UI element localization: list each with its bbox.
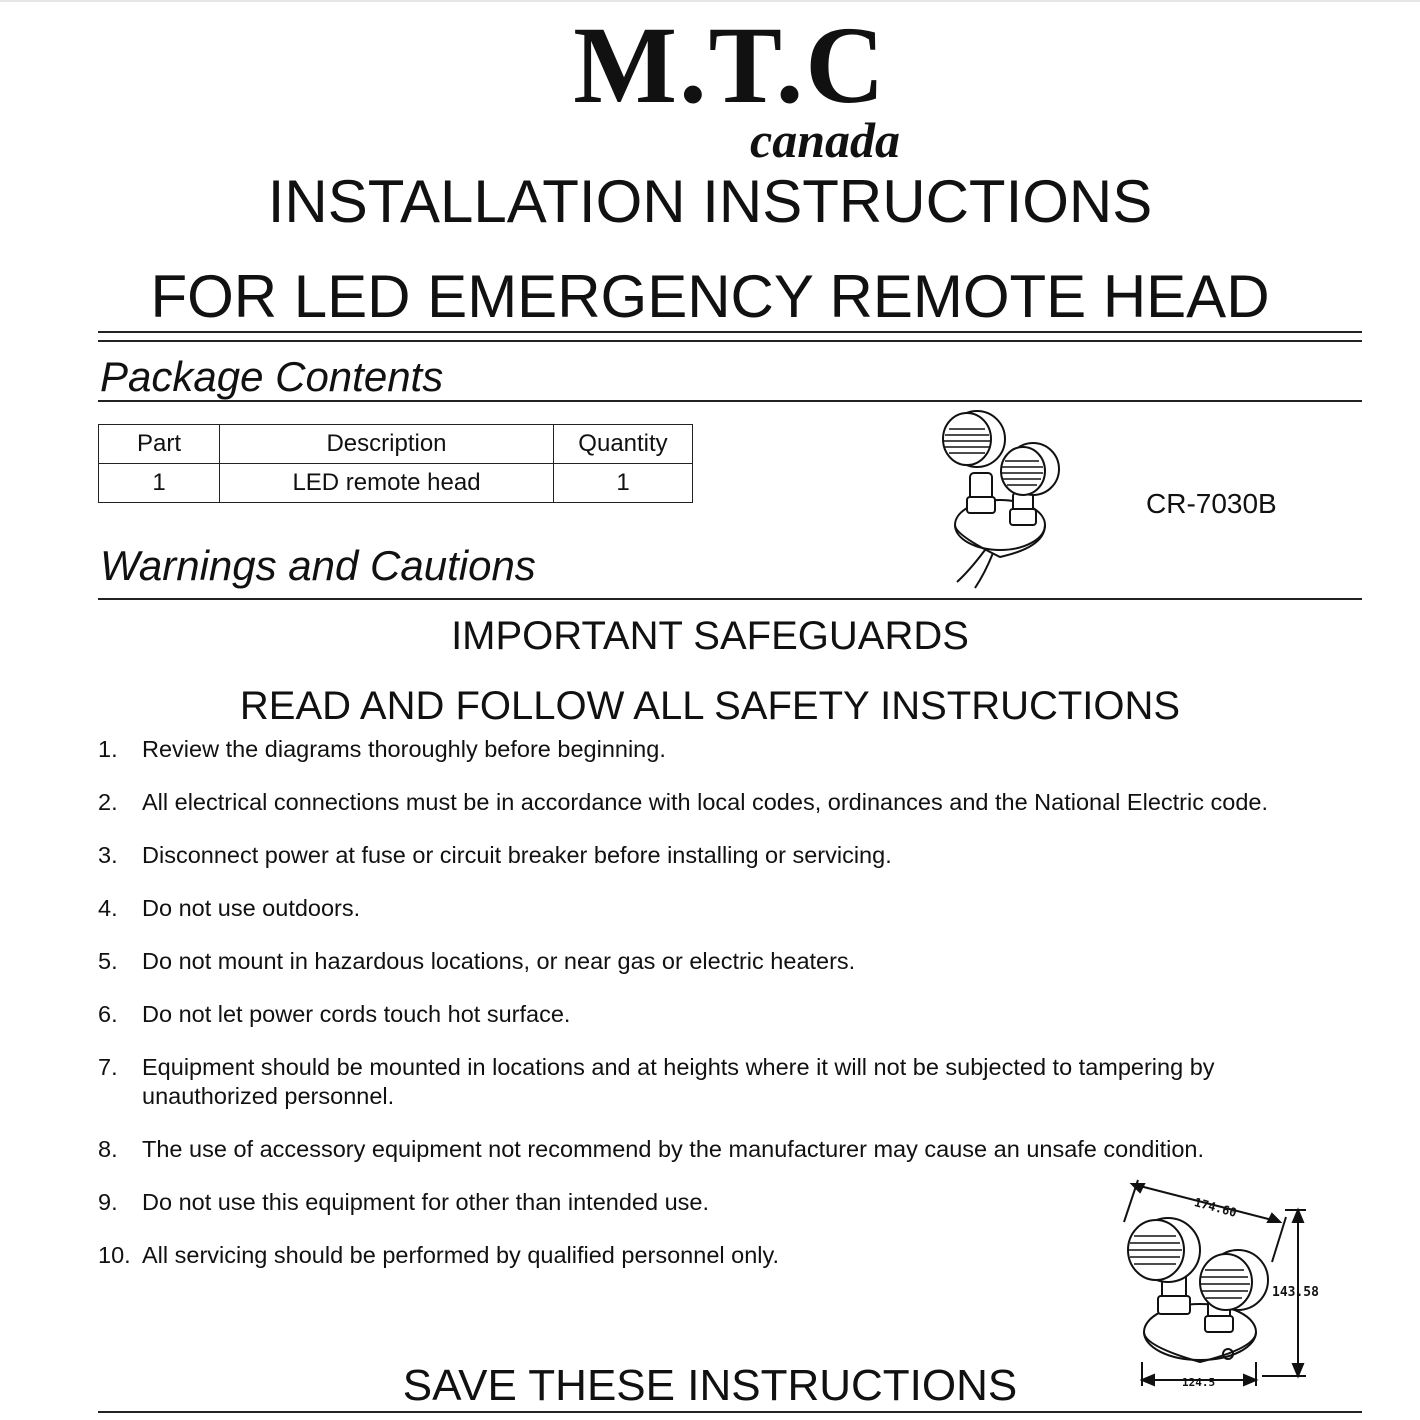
item-text: All servicing should be performed by qualified personnel only. <box>142 1242 780 1268</box>
item-number: 6. <box>98 1001 118 1027</box>
list-item <box>98 947 1348 976</box>
column-header-part: Part <box>99 425 220 464</box>
important-safeguards-heading: IMPORTANT SAFEGUARDS <box>451 614 969 658</box>
item-number: 2. <box>98 789 118 815</box>
item-text: Do not mount in hazardous locations, or near gas or electric heaters. <box>142 948 856 974</box>
footer-divider <box>98 1411 1362 1413</box>
read-follow-heading: READ AND FOLLOW ALL SAFETY INSTRUCTIONS <box>239 684 1181 728</box>
model-number: CR-7030B <box>1146 488 1277 519</box>
list-item <box>98 735 1348 764</box>
remote-head-illustration <box>925 405 1075 595</box>
document-title-line1: INSTALLATION INSTRUCTIONS <box>267 168 1153 235</box>
item-text: The use of accessory equipment not recommend by the manufacturer may cause an unsafe condition. <box>142 1136 1204 1162</box>
item-text: Equipment should be mounted in locations and at heights where it will not be subjected to tampering by unauthorized personnel. <box>142 1054 1215 1109</box>
item-text: Disconnect power at fuse or circuit breaker before installing or servicing. <box>142 842 892 868</box>
list-item <box>98 1135 1348 1164</box>
list-item <box>98 1000 1348 1029</box>
cell-description: LED remote head <box>220 464 554 503</box>
title-divider-bottom <box>98 340 1362 342</box>
item-number: 10. <box>98 1242 131 1268</box>
list-item <box>98 894 1348 923</box>
document-title-line2: FOR LED EMERGENCY REMOTE HEAD <box>150 263 1270 330</box>
item-text: Do not use outdoors. <box>142 895 361 921</box>
warnings-heading: Warnings and Cautions <box>100 542 536 589</box>
package-table <box>98 424 693 503</box>
table-header-row <box>99 425 693 464</box>
brand-subtitle: canada <box>750 112 900 168</box>
column-header-description: Description <box>220 425 554 464</box>
top-border <box>0 0 1420 2</box>
table-row <box>99 464 693 503</box>
column-header-quantity: Quantity <box>554 425 693 464</box>
cell-quantity: 1 <box>554 464 693 503</box>
item-number: 5. <box>98 948 118 974</box>
save-instructions-footer: SAVE THESE INSTRUCTIONS <box>402 1361 1018 1410</box>
item-text: Review the diagrams thoroughly before beginning. <box>142 736 666 762</box>
list-item <box>98 1053 1348 1111</box>
base-dimension-label: 124.5 <box>1182 1376 1216 1389</box>
list-item <box>98 788 1348 817</box>
warnings-divider <box>98 598 1362 600</box>
brand-logo: M.T.C <box>573 4 887 126</box>
item-number: 1. <box>98 736 118 762</box>
item-number: 9. <box>98 1189 118 1215</box>
item-number: 4. <box>98 895 118 921</box>
package-divider <box>98 400 1362 402</box>
item-text: Do not let power cords touch hot surface. <box>142 1001 571 1027</box>
item-number: 8. <box>98 1136 118 1162</box>
height-dimension-label: 143.58 <box>1272 1285 1319 1300</box>
item-text: All electrical connections must be in accordance with local codes, ordinances and the National Electric code. <box>142 789 1268 815</box>
package-contents-heading: Package Contents <box>100 353 444 400</box>
cell-part: 1 <box>99 464 220 503</box>
list-item <box>98 841 1348 870</box>
title-divider-top <box>98 331 1362 333</box>
width-dimension-label: 174.60 <box>1192 1195 1239 1220</box>
item-text: Do not use this equipment for other than intended use. <box>142 1189 709 1215</box>
item-number: 7. <box>98 1054 118 1080</box>
item-number: 3. <box>98 842 118 868</box>
